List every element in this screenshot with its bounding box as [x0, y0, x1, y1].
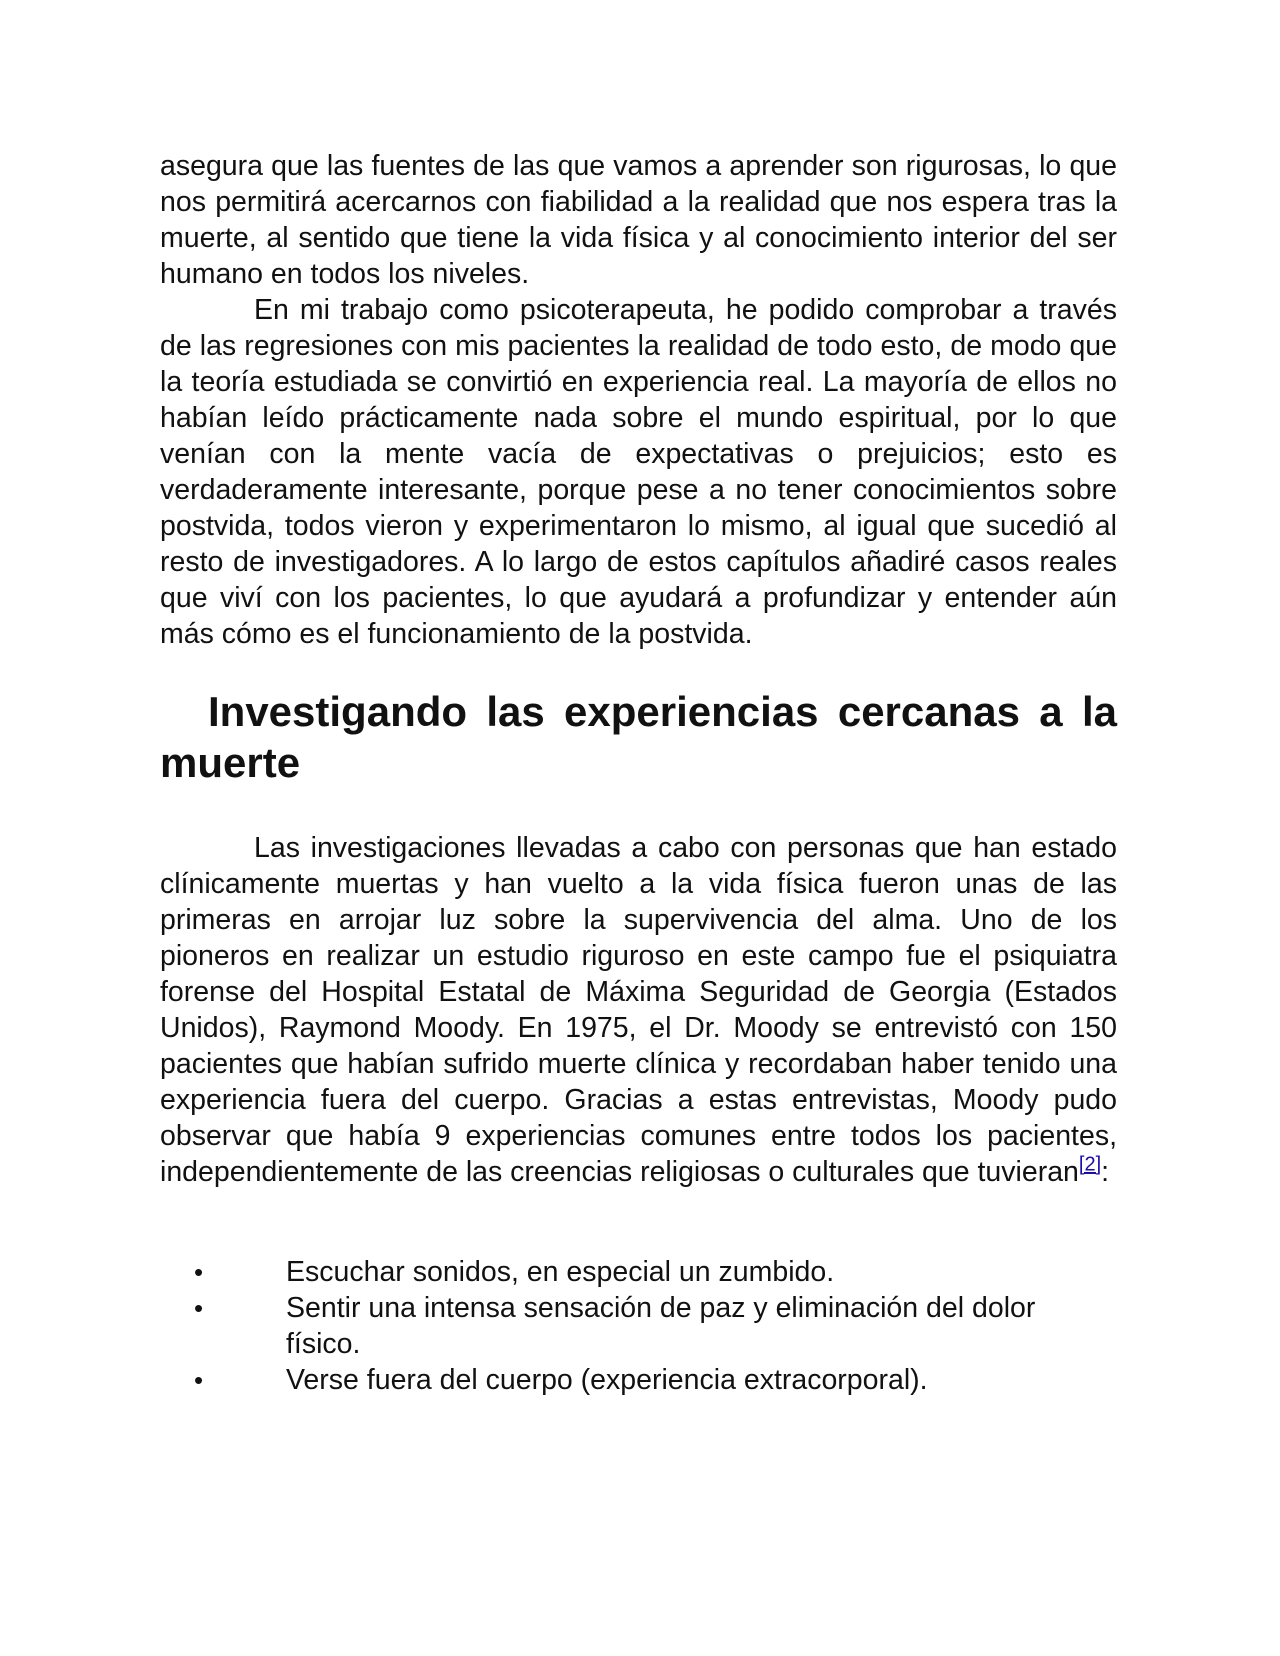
document-page — [160, 148, 1117, 1398]
footnote-link[interactable]: [2] — [1078, 1153, 1102, 1176]
bullet-icon: • — [194, 1257, 204, 1287]
paragraph-moody-text: Las investigaciones llevadas a cabo con personas que han estado clínicamente muertas y han vuelto a la vida física fueron unas de las primeras en arrojar luz sobre la supervivencia del alma. Uno de los pioneros en realizar un estudio riguroso en este campo fue el psiquiatra forense del Hospital Estatal de Máxima Seguridad de Georgia (Estados Unidos), Raymond Moody. En 1975, el Dr. Moody se entrevistó con 150 pacientes que habían sufrido muerte clínica y recordaban haber tenido una experiencia fuera del cuerpo. Gracias a estas entrevistas, Moody pudo observar que había 9 experiencias comunes entre todos los pacientes, independientemente de las creencias religiosas o culturales que tuvieran — [160, 832, 1117, 1188]
paragraph-psychotherapist: En mi trabajo como psicoterapeuta, he podido comprobar a través de las regresiones con mis pacientes la realidad de todo esto, de modo que la teoría estudiada se convirtió en experiencia real. La mayoría de ellos no habían leído prácticamente nada sobre el mundo espiritual, por lo que venían con la mente vacía de expectativas o prejuicios; esto es verdaderamente interesante, porque pese a no tener conocimientos sobre postvida, todos vieron y experimentaron lo mismo, al igual que sucedió al resto de investigadores. A lo largo de estos capítulos añadiré casos reales que viví con los pacientes, lo que ayudará a profundizar y entender aún más cómo es el funcionamiento de la postvida. — [160, 294, 1117, 650]
list-item-text: Escuchar sonidos, en especial un zumbido. — [286, 1256, 835, 1288]
list-item — [160, 1362, 1117, 1398]
bullet-icon: • — [194, 1365, 204, 1395]
list-item-text: Sentir una intensa sensación de paz y eliminación del dolor físico. — [286, 1292, 1036, 1360]
paragraph-moody-research — [160, 830, 1117, 1190]
section-heading: Investigando las experiencias cercanas a la muerte — [160, 688, 1117, 786]
experiences-list — [160, 1254, 1117, 1398]
bullet-icon: • — [194, 1293, 204, 1323]
list-item — [160, 1290, 1117, 1362]
list-item-text: Verse fuera del cuerpo (experiencia extracorporal). — [286, 1364, 928, 1396]
list-item — [160, 1254, 1117, 1290]
paragraph-moody-colon: : — [1101, 1156, 1110, 1188]
paragraph-continuation: asegura que las fuentes de las que vamos a aprender son rigurosas, lo que nos permitirá acercarnos con fiabilidad a la realidad que nos espera tras la muerte, al sentido que tiene la vida física y al conocimiento interior del ser humano en todos los niveles. — [160, 150, 1117, 290]
